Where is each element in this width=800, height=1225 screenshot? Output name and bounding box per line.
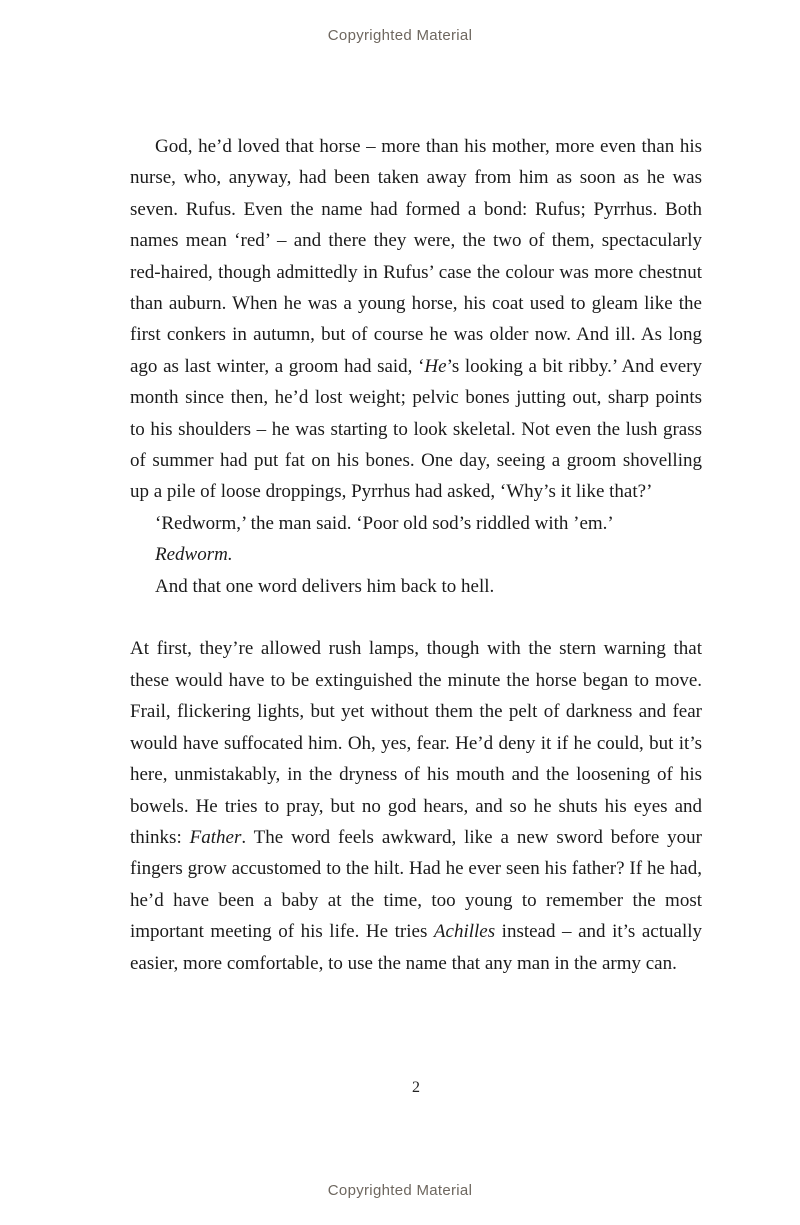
- text-run: . The word feels awkward, like a new sword before your fingers grow accustomed to the hilt. Had he ever seen his father? If he had, he’d have been a baby at the time, too young to remember the most important meeting of his life. He tries: [130, 826, 702, 943]
- copyright-notice-bottom: Copyrighted Material: [327, 1182, 473, 1199]
- text-run: And that one word delivers him back to hell.: [155, 575, 495, 597]
- paragraph: [130, 539, 702, 570]
- text-run: ‘Redworm,’ the man said. ‘Poor old sod’s riddled with ’em.’: [155, 512, 614, 534]
- body-text: [130, 131, 702, 979]
- italic-run: Redworm.: [155, 544, 233, 566]
- paragraph: [130, 131, 702, 508]
- italic-run: He: [424, 355, 447, 377]
- copyright-notice-top: Copyrighted Material: [327, 27, 473, 44]
- text-run: instead – and it’s actually easier, more comfortable, to use the name that any man in the army can.: [130, 921, 702, 974]
- paragraph: [130, 508, 702, 539]
- text-run: ’s looking a bit ribby.’ And every month since then, he’d lost weight; pelvic bones jutting out, sharp points to his shoulders – he was starting to look skeletal. Not even the lush grass of summer had put fat on his bones. One day, seeing a groom shovelling up a pile of loose droppings, Pyrrhus had asked, ‘Why’s it like that?’: [130, 355, 702, 503]
- italic-run: Achilles: [433, 921, 496, 943]
- page-number: 2: [412, 1079, 420, 1096]
- paragraph: [130, 571, 702, 602]
- paragraph: [130, 633, 702, 978]
- text-run: At first, they’re allowed rush lamps, though with the stern warning that these would have to be extinguished the minute the horse began to move. Frail, flickering lights, but yet without them the pelt of darkness and fear would have suffocated him. Oh, yes, fear. He’d deny it if he could, but it’s here, unmistakably, in the dryness of his mouth and the loosening of his bowels. He tries to pray, but no god hears, and so he shuts his eyes and thinks:: [130, 638, 702, 848]
- italic-run: Father: [189, 826, 242, 848]
- text-run: God, he’d loved that horse – more than his mother, more even than his nurse, who, anyway, had been taken away from him as soon as he was seven. Rufus. Even the name had formed a bond: Rufus; Pyrrhus. Both names mean ‘red’ – and there they were, the two of them, spectacularly red-haired, though admittedly in Rufus’ case the colour was more chestnut than auburn. When he was a young horse, his coat used to gleam like the first conkers in autumn, but of course he was older now. And ill. As long ago as last winter, a groom had said, ‘: [130, 136, 702, 377]
